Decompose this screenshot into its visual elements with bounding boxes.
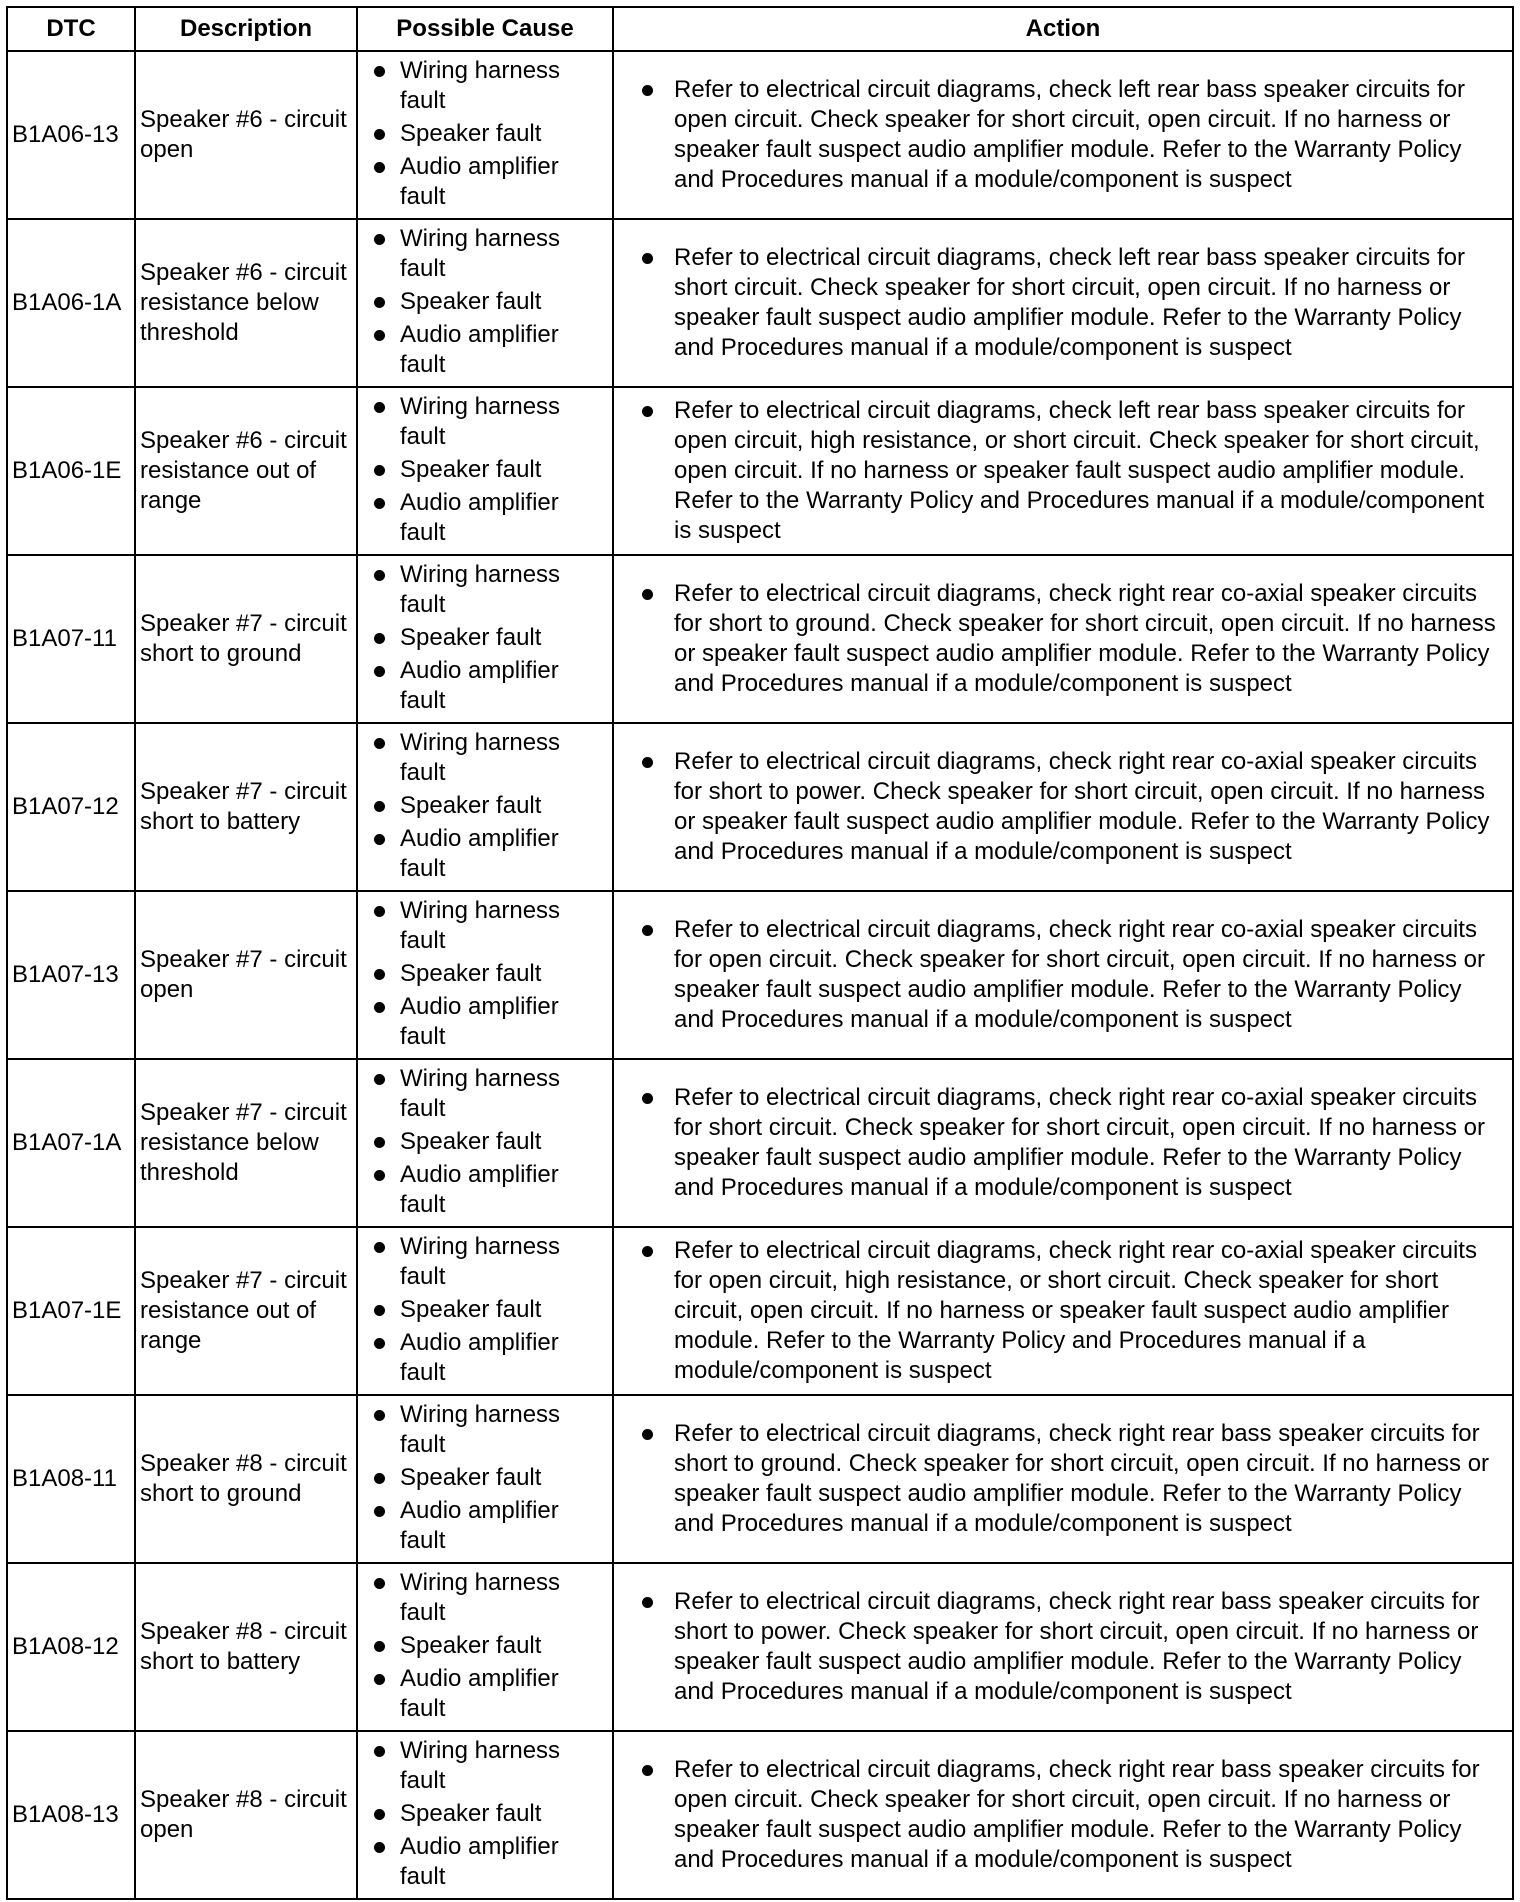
action-text: Refer to electrical circuit diagrams, check right rear bass speaker circuits for short to power. Check speaker for short circuit, open circuit. If no harness or speaker fault suspect audio amplifier module. Refer to the Warranty Policy and Procedures manual if a module/component is suspect bbox=[618, 1587, 1508, 1707]
action-text: Refer to electrical circuit diagrams, check right rear co-axial speaker circuits for short to power. Check speaker for short circuit, open circuit. If no harness or speaker fault suspect audio amplifier module. Refer to the Warranty Policy and Procedures manual if a module/component is suspect bbox=[618, 747, 1508, 867]
action-cell bbox=[613, 219, 1513, 387]
possible-cause-cell bbox=[357, 1563, 613, 1731]
possible-cause-item: Speaker fault bbox=[362, 1463, 608, 1493]
possible-cause-cell bbox=[357, 1395, 613, 1563]
table-row bbox=[7, 1227, 1513, 1395]
action-list bbox=[618, 1236, 1508, 1386]
dtc-code: B1A08-13 bbox=[7, 1731, 135, 1899]
dtc-code: B1A08-12 bbox=[7, 1563, 135, 1731]
possible-cause-list bbox=[362, 1568, 608, 1724]
dtc-description: Speaker #7 - circuit open bbox=[135, 891, 357, 1059]
action-cell bbox=[613, 1227, 1513, 1395]
possible-cause-list bbox=[362, 392, 608, 548]
dtc-code: B1A06-1A bbox=[7, 219, 135, 387]
action-text: Refer to electrical circuit diagrams, check left rear bass speaker circuits for short circuit. Check speaker for short circuit, open circuit. If no harness or speaker fault suspect audio amplifier module. Refer to the Warranty Policy and Procedures manual if a module/component is suspect bbox=[618, 243, 1508, 363]
possible-cause-item: Audio amplifier fault bbox=[362, 824, 608, 884]
action-cell bbox=[613, 1059, 1513, 1227]
table-header-row bbox=[7, 7, 1513, 51]
action-text: Refer to electrical circuit diagrams, check left rear bass speaker circuits for open circuit, high resistance, or short circuit. Check speaker for short circuit, open circuit. If no harness or speaker fault suspect audio amplifier module. Refer to the Warranty Policy and Procedures manual if a module/component is suspect bbox=[618, 396, 1508, 546]
action-cell bbox=[613, 387, 1513, 555]
possible-cause-item: Wiring harness fault bbox=[362, 1736, 608, 1796]
header-description: Description bbox=[135, 7, 357, 51]
possible-cause-list bbox=[362, 56, 608, 212]
dtc-code: B1A07-1E bbox=[7, 1227, 135, 1395]
header-dtc: DTC bbox=[7, 7, 135, 51]
possible-cause-item: Audio amplifier fault bbox=[362, 992, 608, 1052]
dtc-description: Speaker #8 - circuit open bbox=[135, 1731, 357, 1899]
possible-cause-list bbox=[362, 728, 608, 884]
possible-cause-item: Audio amplifier fault bbox=[362, 152, 608, 212]
dtc-code: B1A08-11 bbox=[7, 1395, 135, 1563]
dtc-code: B1A06-13 bbox=[7, 51, 135, 219]
possible-cause-cell bbox=[357, 555, 613, 723]
possible-cause-item: Wiring harness fault bbox=[362, 1400, 608, 1460]
action-list bbox=[618, 747, 1508, 867]
dtc-code: B1A07-12 bbox=[7, 723, 135, 891]
action-cell bbox=[613, 1563, 1513, 1731]
action-text: Refer to electrical circuit diagrams, check right rear co-axial speaker circuits for open circuit. Check speaker for short circuit, open circuit. If no harness or speaker fault suspect audio amplifier module. Refer to the Warranty Policy and Procedures manual if a module/component is suspect bbox=[618, 915, 1508, 1035]
possible-cause-item: Wiring harness fault bbox=[362, 560, 608, 620]
possible-cause-item: Wiring harness fault bbox=[362, 224, 608, 284]
dtc-description: Speaker #7 - circuit resistance below threshold bbox=[135, 1059, 357, 1227]
action-text: Refer to electrical circuit diagrams, check right rear co-axial speaker circuits for short circuit. Check speaker for short circuit, open circuit. If no harness or speaker fault suspect audio amplifier module. Refer to the Warranty Policy and Procedures manual if a module/component is suspect bbox=[618, 1083, 1508, 1203]
possible-cause-item: Speaker fault bbox=[362, 1799, 608, 1829]
possible-cause-list bbox=[362, 1736, 608, 1892]
action-cell bbox=[613, 891, 1513, 1059]
action-list bbox=[618, 243, 1508, 363]
table-row bbox=[7, 891, 1513, 1059]
possible-cause-item: Wiring harness fault bbox=[362, 728, 608, 788]
table-row bbox=[7, 1395, 1513, 1563]
possible-cause-cell bbox=[357, 1731, 613, 1899]
possible-cause-list bbox=[362, 1064, 608, 1220]
possible-cause-cell bbox=[357, 387, 613, 555]
action-cell bbox=[613, 723, 1513, 891]
header-action: Action bbox=[613, 7, 1513, 51]
action-list bbox=[618, 915, 1508, 1035]
dtc-description: Speaker #8 - circuit short to ground bbox=[135, 1395, 357, 1563]
possible-cause-item: Wiring harness fault bbox=[362, 1232, 608, 1292]
action-list bbox=[618, 396, 1508, 546]
table-row bbox=[7, 219, 1513, 387]
action-text: Refer to electrical circuit diagrams, check right rear bass speaker circuits for open circuit. Check speaker for short circuit, open circuit. If no harness or speaker fault suspect audio amplifier module. Refer to the Warranty Policy and Procedures manual if a module/component is suspect bbox=[618, 1755, 1508, 1875]
action-text: Refer to electrical circuit diagrams, check right rear co-axial speaker circuits for open circuit, high resistance, or short circuit. Check speaker for short circuit, open circuit. If no harness or speaker fault suspect audio amplifier module. Refer to the Warranty Policy and Procedures manual if a module/component is suspect bbox=[618, 1236, 1508, 1386]
possible-cause-list bbox=[362, 896, 608, 1052]
possible-cause-item: Speaker fault bbox=[362, 959, 608, 989]
possible-cause-list bbox=[362, 560, 608, 716]
possible-cause-item: Audio amplifier fault bbox=[362, 320, 608, 380]
possible-cause-item: Audio amplifier fault bbox=[362, 1160, 608, 1220]
action-cell bbox=[613, 1731, 1513, 1899]
dtc-description: Speaker #6 - circuit resistance below threshold bbox=[135, 219, 357, 387]
table-row bbox=[7, 555, 1513, 723]
action-cell bbox=[613, 1395, 1513, 1563]
action-list bbox=[618, 579, 1508, 699]
possible-cause-item: Speaker fault bbox=[362, 455, 608, 485]
possible-cause-list bbox=[362, 1232, 608, 1388]
action-list bbox=[618, 1083, 1508, 1203]
possible-cause-item: Audio amplifier fault bbox=[362, 488, 608, 548]
dtc-description: Speaker #7 - circuit short to ground bbox=[135, 555, 357, 723]
possible-cause-item: Audio amplifier fault bbox=[362, 656, 608, 716]
possible-cause-cell bbox=[357, 1227, 613, 1395]
dtc-description: Speaker #8 - circuit short to battery bbox=[135, 1563, 357, 1731]
action-list bbox=[618, 1419, 1508, 1539]
possible-cause-cell bbox=[357, 891, 613, 1059]
possible-cause-item: Speaker fault bbox=[362, 623, 608, 653]
table-row bbox=[7, 723, 1513, 891]
action-cell bbox=[613, 555, 1513, 723]
table-row bbox=[7, 51, 1513, 219]
action-list bbox=[618, 1587, 1508, 1707]
action-list bbox=[618, 75, 1508, 195]
possible-cause-item: Wiring harness fault bbox=[362, 392, 608, 452]
action-text: Refer to electrical circuit diagrams, check left rear bass speaker circuits for open circuit. Check speaker for short circuit, open circuit. If no harness or speaker fault suspect audio amplifier module. Refer to the Warranty Policy and Procedures manual if a module/component is suspect bbox=[618, 75, 1508, 195]
action-text: Refer to electrical circuit diagrams, check right rear co-axial speaker circuits for short to ground. Check speaker for short circuit, open circuit. If no harness or speaker fault suspect audio amplifier module. Refer to the Warranty Policy and Procedures manual if a module/component is suspect bbox=[618, 579, 1508, 699]
possible-cause-item: Speaker fault bbox=[362, 287, 608, 317]
possible-cause-cell bbox=[357, 51, 613, 219]
possible-cause-item: Audio amplifier fault bbox=[362, 1664, 608, 1724]
possible-cause-item: Speaker fault bbox=[362, 1127, 608, 1157]
possible-cause-list bbox=[362, 1400, 608, 1556]
dtc-description: Speaker #6 - circuit resistance out of range bbox=[135, 387, 357, 555]
possible-cause-item: Audio amplifier fault bbox=[362, 1328, 608, 1388]
action-text: Refer to electrical circuit diagrams, check right rear bass speaker circuits for short to ground. Check speaker for short circuit, open circuit. If no harness or speaker fault suspect audio amplifier module. Refer to the Warranty Policy and Procedures manual if a module/component is suspect bbox=[618, 1419, 1508, 1539]
dtc-description: Speaker #7 - circuit short to battery bbox=[135, 723, 357, 891]
table-row bbox=[7, 1731, 1513, 1899]
dtc-code: B1A07-11 bbox=[7, 555, 135, 723]
table-row bbox=[7, 1059, 1513, 1227]
header-possible-cause: Possible Cause bbox=[357, 7, 613, 51]
dtc-table bbox=[6, 6, 1514, 1900]
possible-cause-cell bbox=[357, 723, 613, 891]
possible-cause-list bbox=[362, 224, 608, 380]
possible-cause-item: Audio amplifier fault bbox=[362, 1832, 608, 1892]
action-cell bbox=[613, 51, 1513, 219]
dtc-code: B1A06-1E bbox=[7, 387, 135, 555]
dtc-code: B1A07-13 bbox=[7, 891, 135, 1059]
possible-cause-item: Speaker fault bbox=[362, 1631, 608, 1661]
possible-cause-item: Speaker fault bbox=[362, 1295, 608, 1325]
possible-cause-item: Wiring harness fault bbox=[362, 896, 608, 956]
possible-cause-item: Audio amplifier fault bbox=[362, 1496, 608, 1556]
possible-cause-cell bbox=[357, 1059, 613, 1227]
possible-cause-item: Wiring harness fault bbox=[362, 56, 608, 116]
possible-cause-item: Wiring harness fault bbox=[362, 1568, 608, 1628]
table-row bbox=[7, 387, 1513, 555]
possible-cause-item: Speaker fault bbox=[362, 119, 608, 149]
possible-cause-cell bbox=[357, 219, 613, 387]
table-body bbox=[7, 51, 1513, 1899]
dtc-code: B1A07-1A bbox=[7, 1059, 135, 1227]
action-list bbox=[618, 1755, 1508, 1875]
dtc-description: Speaker #6 - circuit open bbox=[135, 51, 357, 219]
possible-cause-item: Wiring harness fault bbox=[362, 1064, 608, 1124]
dtc-description: Speaker #7 - circuit resistance out of range bbox=[135, 1227, 357, 1395]
table-row bbox=[7, 1563, 1513, 1731]
possible-cause-item: Speaker fault bbox=[362, 791, 608, 821]
